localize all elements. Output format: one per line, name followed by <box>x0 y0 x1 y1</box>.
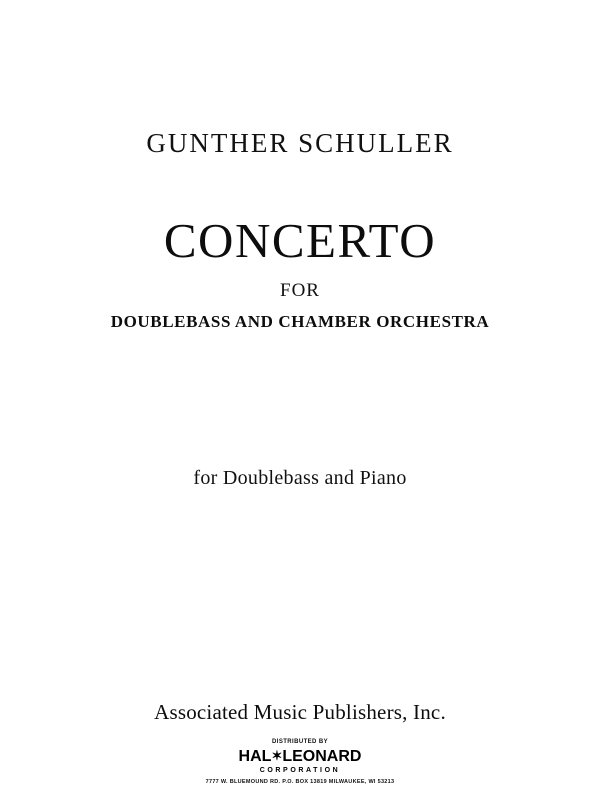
hal-leonard-logo <box>0 747 600 766</box>
for-label: FOR <box>280 280 320 301</box>
arrangement-line: for Doublebass and Piano <box>193 467 407 489</box>
composer-name: GUNTHER SCHULLER <box>146 128 454 158</box>
hal-leonard-logo-left: HAL <box>238 748 272 765</box>
distributor-block <box>0 738 600 786</box>
distributor-subtitle: CORPORATION <box>259 767 341 774</box>
star-icon: ✶ <box>271 748 283 763</box>
page-title: CONCERTO <box>163 213 437 268</box>
instrumentation-line: DOUBLEBASS AND CHAMBER ORCHESTRA <box>110 312 490 331</box>
publisher-name: Associated Music Publishers, Inc. <box>154 700 446 724</box>
distributor-address: 7777 W. BLUEMOUND RD. P.O. BOX 13819 MILWAUKEE, WI 53213 <box>205 779 395 785</box>
hal-leonard-logo-right: LEONARD <box>282 748 362 765</box>
distributed-by-label: DISTRIBUTED BY <box>272 739 328 745</box>
